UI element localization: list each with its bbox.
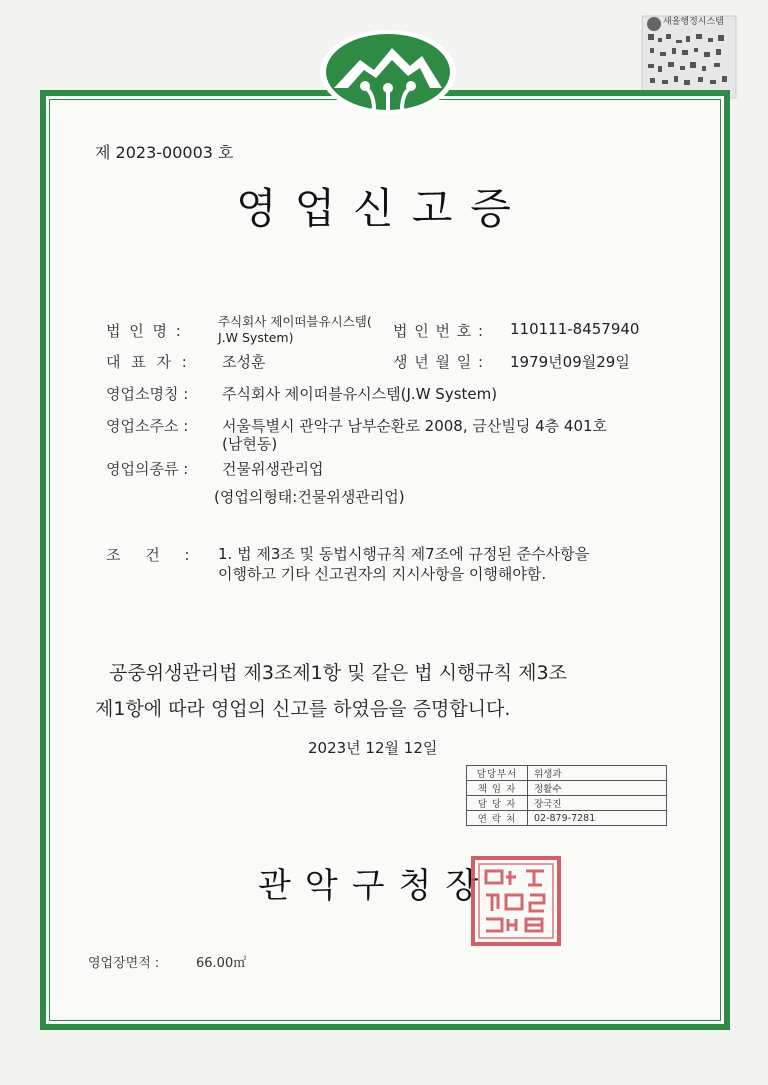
biz-name-label: 영업소명칭 : (106, 385, 189, 403)
corp-reg-label: 법 인 번 호 : (393, 322, 485, 340)
issue-date: 2023년 12월 12일 (308, 739, 438, 757)
contact-key: 책 임 자 (467, 781, 528, 796)
statement-line2: 제1항에 따라 영업의 신고를 하였음을 증명합니다. (95, 698, 511, 720)
condition-line1: 1. 법 제3조 및 동법시행규칙 제7조에 규정된 준수사항을 (218, 545, 590, 563)
biz-name-value: 주식회사 제이떠블유시스템(J.W System) (222, 385, 498, 403)
business-area-label: 영업장면적 : (88, 956, 160, 971)
contact-key: 담당부서 (467, 766, 528, 781)
biz-addr-label: 영업소주소 : (106, 417, 189, 435)
contact-table (466, 765, 667, 826)
biz-form: (영업의형태:건물위생관리업) (214, 488, 405, 506)
contact-key: 연 락 처 (467, 811, 528, 826)
contact-value: 02-879-7281 (528, 811, 667, 826)
biz-type-label: 영업의종류 : (106, 460, 189, 478)
certification-statement (95, 655, 705, 727)
rep-value: 조성훈 (222, 353, 266, 371)
certificate-number: 제 2023-00003 호 (95, 143, 234, 162)
emblem-icon (318, 30, 458, 120)
biz-addr-line2: (남현동) (222, 435, 278, 453)
contact-value: 장국진 (528, 796, 667, 811)
corp-reg-value: 110111-8457940 (510, 320, 640, 338)
corp-name-label: 법 인 명 : (106, 322, 183, 340)
certificate-title: 영업신고증 (236, 184, 529, 233)
biz-type-value: 건물위생관리업 (222, 460, 324, 478)
condition-line2: 이행하고 기타 신고권자의 지시사항을 이행해야함. (218, 565, 547, 583)
table-row (467, 766, 667, 781)
corp-name-value: 주식회사 제이떠블유시스템( J.W System) (218, 314, 372, 345)
dob-value: 1979년09월29일 (510, 353, 630, 371)
table-row (467, 811, 667, 826)
issuer-name: 관악구청장 (258, 866, 493, 906)
statement-line1: 공중위생관리법 제3조제1항 및 같은 법 시행규칙 제3조 (109, 662, 567, 684)
official-seal-icon (470, 855, 562, 947)
table-row (467, 781, 667, 796)
business-area-value: 66.00㎡ (196, 956, 247, 971)
contact-value: 정활수 (528, 781, 667, 796)
contact-key: 담 당 자 (467, 796, 528, 811)
condition-label: 조 건 : (106, 546, 200, 564)
dob-label: 생 년 월 일 : (393, 353, 485, 371)
qr-caption: 새올행정시스템 (663, 17, 724, 27)
biz-addr-line1: 서울특별시 관악구 남부순환로 2008, 금산빌딩 4층 401호 (222, 417, 608, 435)
contact-value: 위생과 (528, 766, 667, 781)
table-row (467, 796, 667, 811)
rep-label: 대 표 자 : (106, 353, 190, 371)
